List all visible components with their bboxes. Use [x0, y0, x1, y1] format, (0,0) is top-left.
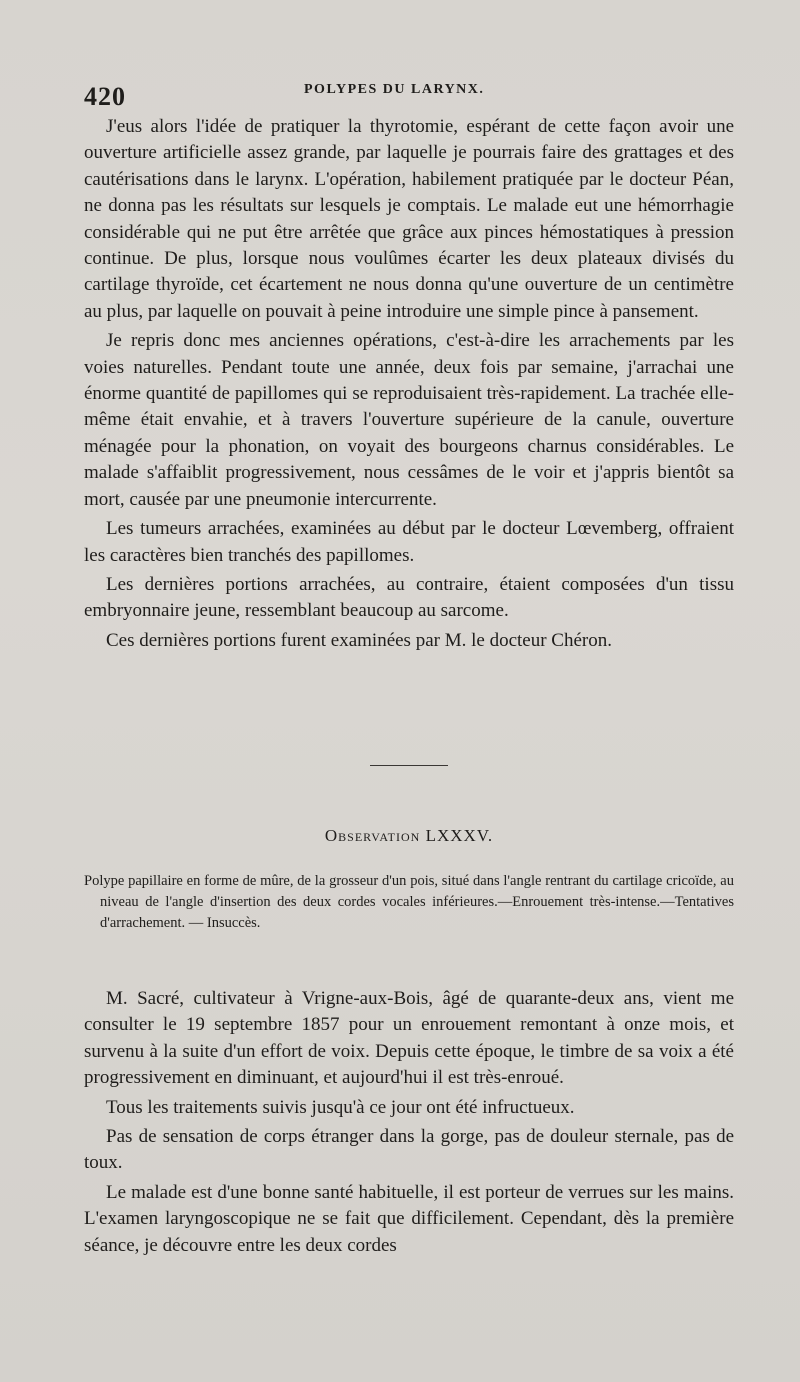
paragraph: Ces dernières portions furent examinées par M. le docteur Chéron.	[106, 629, 612, 651]
paragraph: J'eus alors l'idée de pratiquer la thyrotomie, espérant de cette façon avoir une ouverture artificielle assez grande, par laquelle je pourrais faire des grattages et des cautérisations dans le larynx. L'opération, habilement pratiquée par le docteur Péan, ne donna pas les résultats sur lesquels je comptais. Le malade eut une hémorrhagie considérable qui ne put être arrêtée que grâce aux pinces hémostatiques à pression continue. De plus, lorsque nous voulûmes écarter les deux plateaux divisés du cartilage thyroïde, cet écartement ne nous donna qu'une ouverture de un centimètre au plus, par laquelle on pouvait à peine introduire une simple pince à pansement.	[84, 116, 734, 322]
page-number: 420	[84, 82, 126, 111]
observation-title: Observation LXXXV.	[324, 826, 494, 845]
paragraph: Pas de sensation de corps étranger dans la gorge, pas de douleur sternale, pas de toux.	[84, 1126, 734, 1174]
paragraph: M. Sacré, cultivateur à Vrigne-aux-Bois, âgé de quarante-deux ans, vient me consulter le 19 septembre 1857 pour un enrouement remontant à onze mois, et survenu à la suite d'un effort de voix. Depuis cette époque, le timbre de sa voix a été progressivement en diminuant, et aujourd'hui il est très-enroué.	[84, 988, 734, 1089]
paragraph: Les tumeurs arrachées, examinées au début par le docteur Lœvemberg, offraient les caractères bien tranchés des papillomes.	[84, 518, 734, 566]
paragraph: Les dernières portions arrachées, au contraire, étaient composées d'un tissu embryonnaire jeune, ressemblant beaucoup au sarcome.	[84, 573, 734, 622]
paragraph: Tous les traitements suivis jusqu'à ce jour ont été infructueux.	[106, 1096, 575, 1118]
page-header	[84, 80, 734, 110]
summary-text: Polype papillaire en forme de mûre, de la grosseur d'un pois, situé dans l'angle rentrant du cartilage cricoïde, au niveau de l'angle d'insertion des deux cordes vocales inférieures.—Enrouement très-intense.—Tentatives d'arrachement. — Insuccès.	[84, 873, 734, 931]
running-title: POLYPES DU LARYNX.	[304, 82, 485, 97]
observation-summary	[84, 871, 734, 934]
paragraph: Je repris donc mes anciennes opérations, c'est-à-dire les arrachements par les voies naturelles. Pendant toute une année, deux fois par semaine, j'arrachai une énorme quantité de papillomes qui se reproduisaient très-rapidement. La trachée elle-même était envahie, et à travers l'ouverture supérieure de la canule, ouverture ménagée pour la phonation, on voyait des bourgeons charnus considérables. Le malade s'affaiblit progressivement, nous cessâmes de le voir et j'appris bientôt sa mort, causée par une pneumonie intercurrente.	[84, 330, 734, 510]
text-block-case-continuation	[84, 114, 734, 654]
text-block-observation	[84, 986, 734, 1259]
paragraph: Le malade est d'une bonne santé habituelle, il est porteur de verrues sur les mains. L'examen laryngoscopique ne se fait que difficilement. Cependant, dès la première séance, je découvre entre les deux cordes	[84, 1181, 734, 1256]
section-divider	[370, 765, 448, 766]
